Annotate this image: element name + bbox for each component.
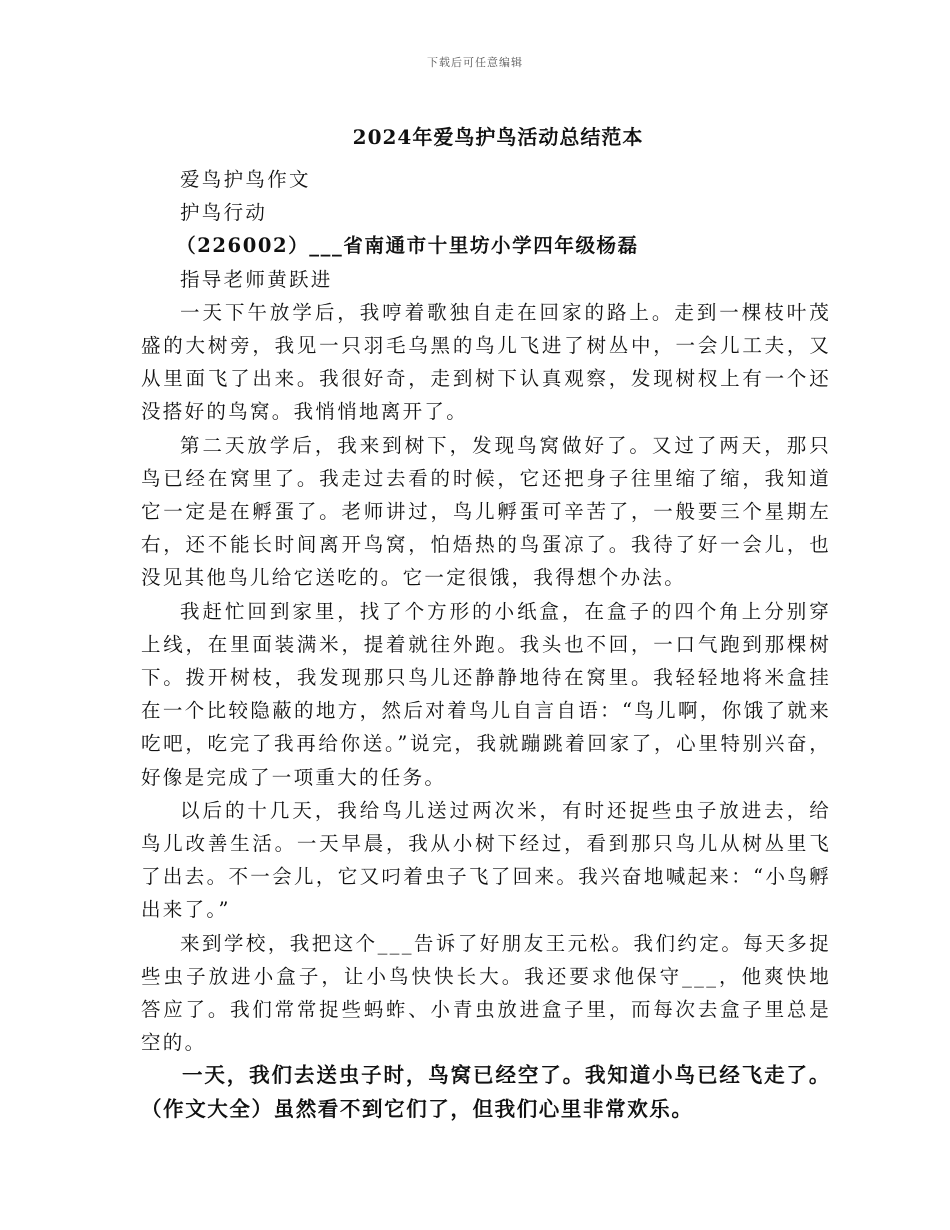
- document-body: [141, 163, 831, 1126]
- paragraph-body-1: 一天下午放学后，我哼着歌独自走在回家的路上。走到一棵枝叶茂盛的大树旁，我见一只羽毛乌黑的鸟儿飞进了树丛中，一会儿工夫，又从里面飞了出来。我很好奇，走到树下认真观察，发现树杈上有一个还没搭好的鸟窝。我悄悄地离开了。: [141, 300, 831, 424]
- paragraph-body-6: 一天，我们去送虫子时，鸟窝已经空了。我知道小鸟已经飞走了。（作文大全）虽然看不到它们了，但我们心里非常欢乐。: [141, 1063, 831, 1121]
- paragraph-subtitle-2: 护鸟行动: [180, 201, 268, 225]
- paragraph-body-3: 我赶忙回到家里，找了个方形的小纸盒，在盒子的四个角上分别穿上线，在里面装满米，提着就往外跑。我头也不回，一口气跑到那棵树下。拨开树枝，我发现那只鸟儿还静静地待在窝里。我轻轻地将米盒挂在一个比较隐蔽的地方，然后对着鸟儿自言自语：“鸟儿啊，你饿了就来吃吧，吃完了我再给你送。”说完，我就蹦跳着回家了，心里特别兴奋，好像是完成了一项重大的任务。: [141, 599, 831, 789]
- document-title: 2024年爱鸟护鸟活动总结范本: [352, 125, 644, 149]
- paragraph-author: （226002）___省南通市十里坊小学四年级杨磊: [176, 234, 639, 258]
- paragraph-body-4: 以后的十几天，我给鸟儿送过两次米，有时还捉些虫子放进去，给鸟儿改善生活。一天早晨，我从小树下经过，看到那只鸟儿从树丛里飞了出去。不一会儿，它又叼着虫子飞了回来。我兴奋地喊起来：“小鸟孵出来了。”: [141, 798, 831, 922]
- paragraph-teacher: 指导老师黄跃进: [180, 267, 333, 291]
- paragraph-subtitle-1: 爱鸟护鸟作文: [180, 168, 311, 191]
- paragraph-body-5: 来到学校，我把这个___告诉了好朋友王元松。我们约定。每天多捉些虫子放进小盒子，让小鸟快快长大。我还要求他保守___，他爽快地答应了。我们常常捉些蚂蚱、小青虫放进盒子里，而每次去盒子里总是空的。: [141, 931, 831, 1055]
- page-header-note: 下载后可任意编辑: [427, 56, 523, 69]
- paragraph-body-2: 第二天放学后，我来到树下，发现鸟窝做好了。又过了两天，那只鸟已经在窝里了。我走过去看的时候，它还把身子往里缩了缩，我知道它一定是在孵蛋了。老师讲过，鸟儿孵蛋可辛苦了，一般要三个星期左右，还不能长时间离开鸟窝，怕焐热的鸟蛋凉了。我待了好一会儿，也没见其他鸟儿给它送吃的。它一定很饿，我得想个办法。: [141, 433, 831, 590]
